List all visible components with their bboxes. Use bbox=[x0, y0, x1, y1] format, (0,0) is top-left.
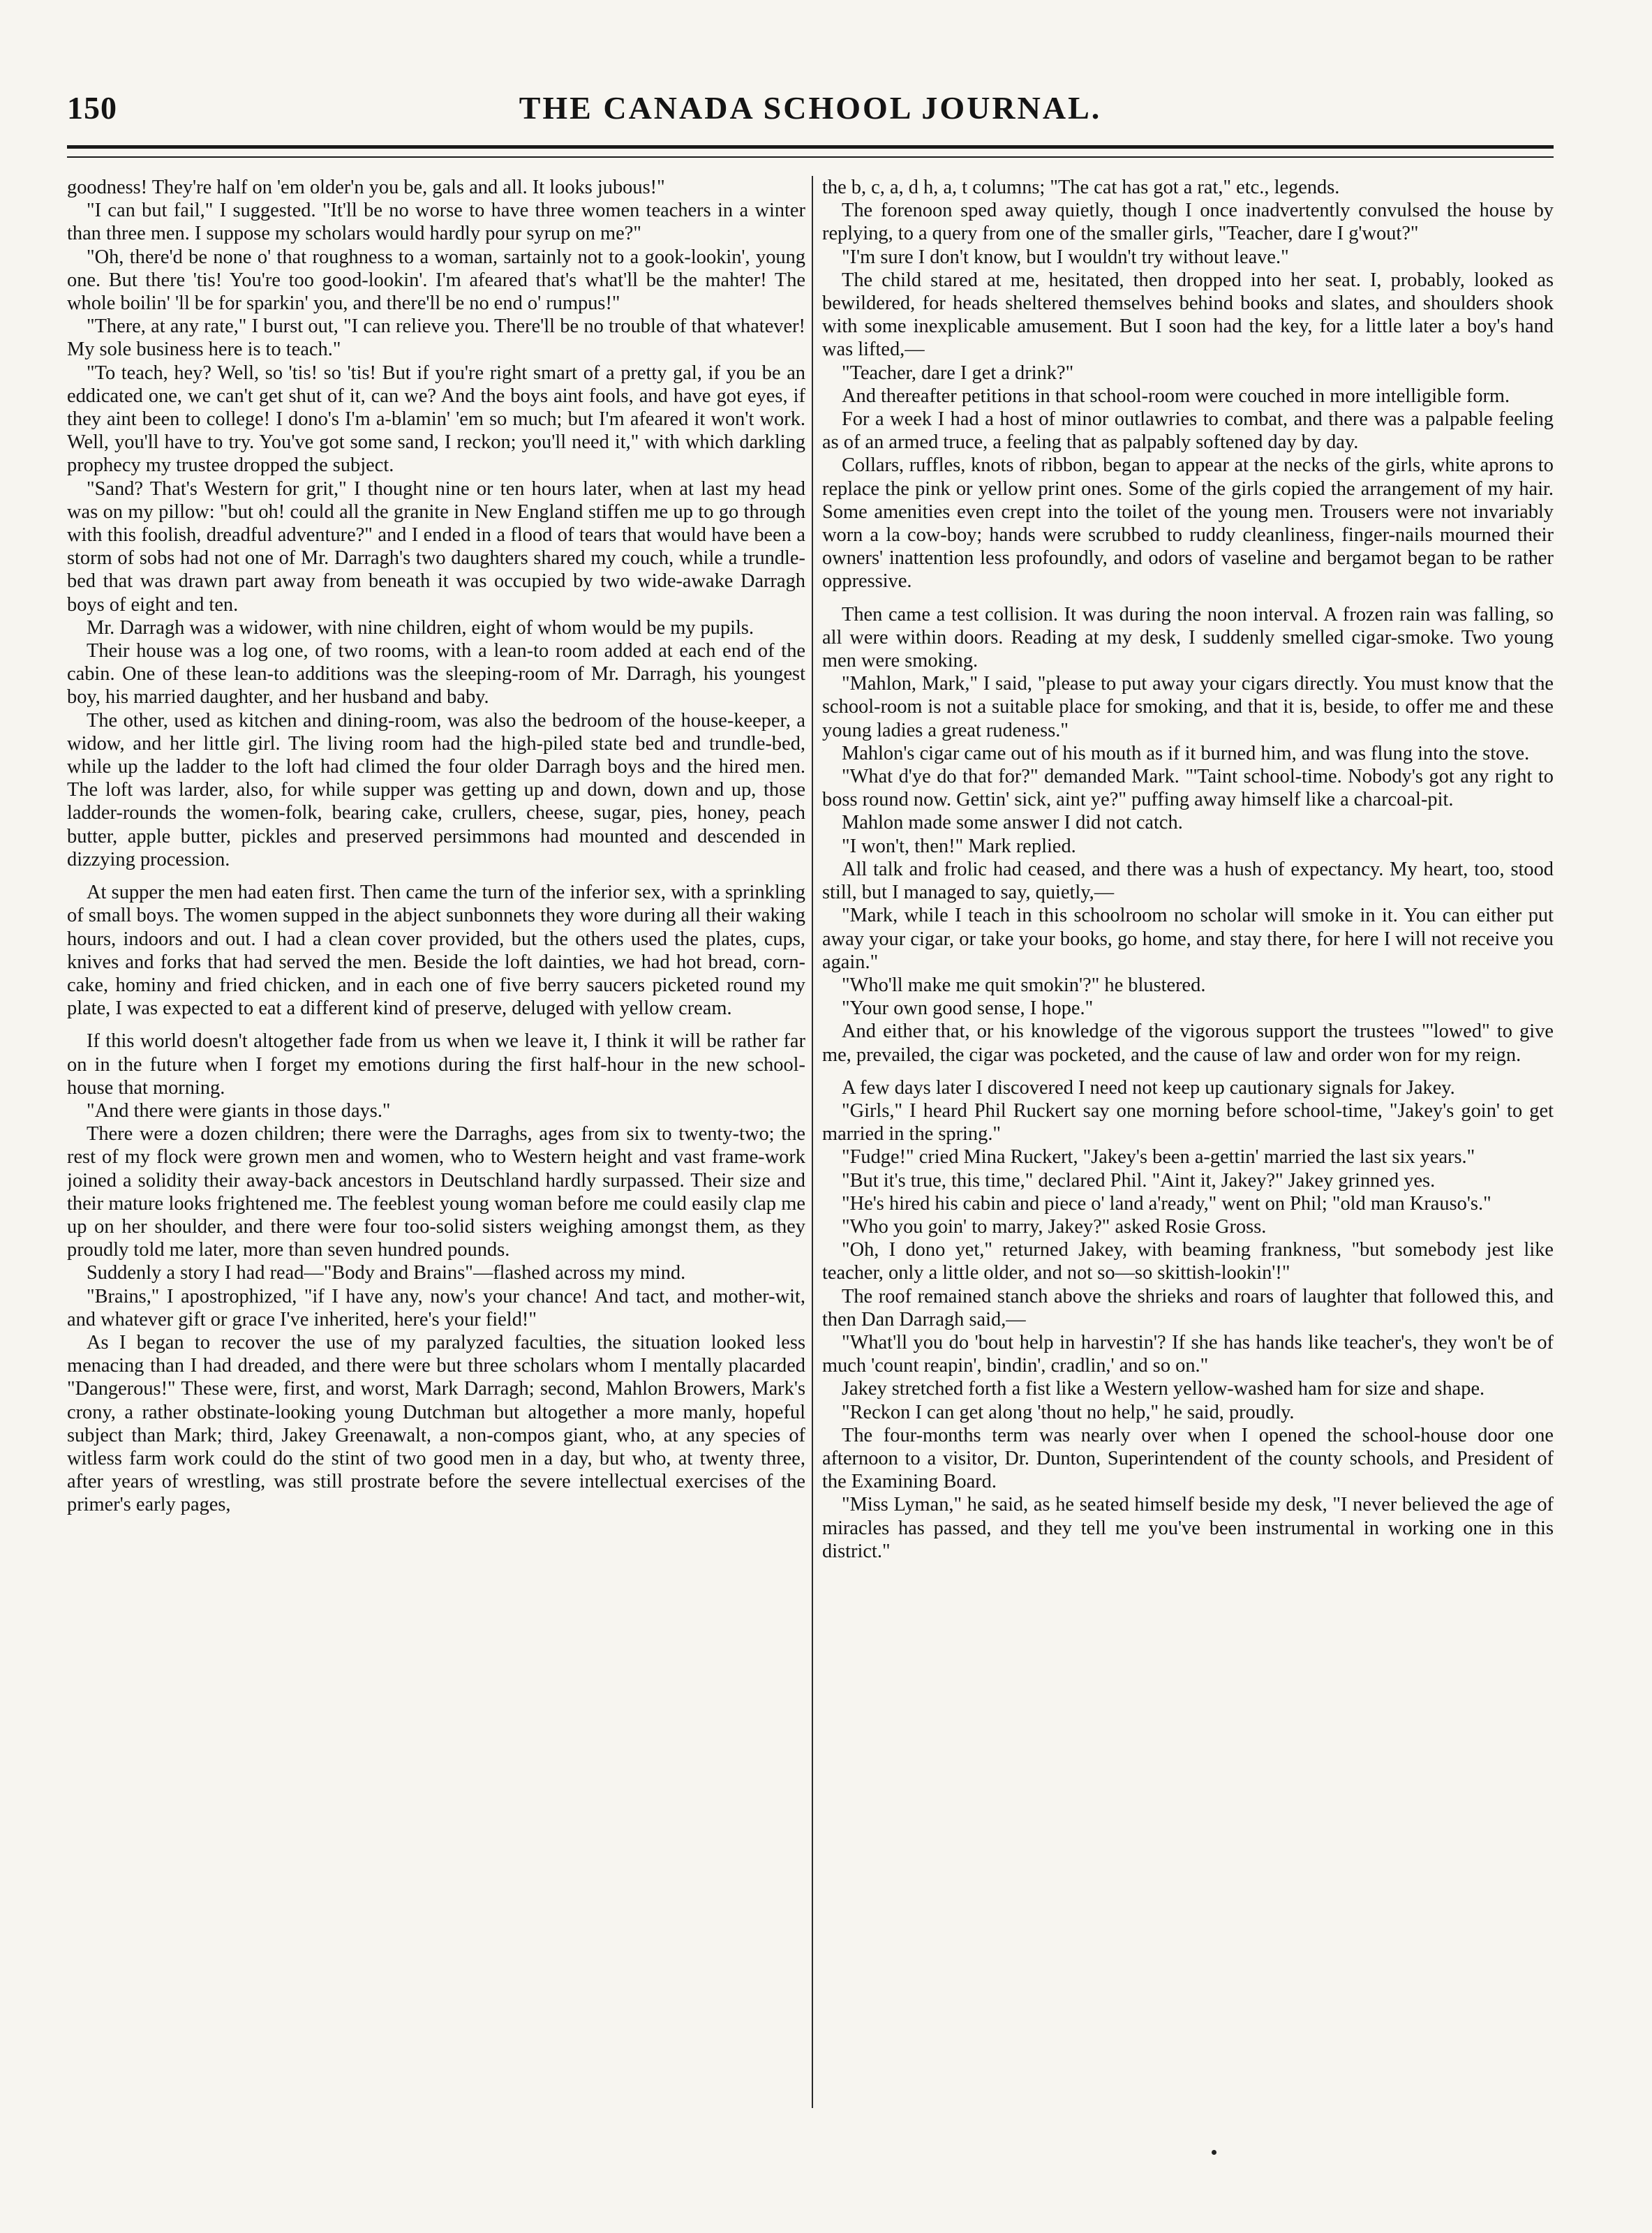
paragraph: And thereafter petitions in that school-room were couched in more intelligible form. bbox=[842, 385, 1510, 407]
paragraph: For a week I had a host of minor outlawries to combat, and there was a palpable feeling as of an armed truce, a feeling that as palpably softened day by day. bbox=[822, 408, 1554, 454]
paragraph: "What d'ye do that for?" demanded Mark. "'Taint school-time. Nobody's got any right to boss round now. Gettin' sick, aint ye?" puffing away himself like a charcoal-pit. bbox=[822, 766, 1554, 811]
paragraph: "Oh, there'd be none o' that roughness to a woman, sartainly not to a gook-lookin', young one. But there 'tis! You're too good-lookin'. I'm afeared that's what'll be the mahter! The whole boilin' 'll be for sparkin' you, and there'll be no end o' rumpus!" bbox=[67, 246, 805, 315]
paragraph: The other, used as kitchen and dining-room, was also the bedroom of the house-keeper, a widow, and her little girl. The living room had the high-piled state bed and trundle-bed, while up the ladder to the loft had climed the four older Darragh boys and the hired men. The loft was larder, also, for while supper was getting up and down, down and up, those ladder-rounds the women-folk, bearing cake, crullers, cheese, sugar, pies, honey, peach butter, apple butter, pickles and preserved persimmons had mounted and descended in dizzying procession. bbox=[67, 709, 805, 870]
header-rule-thin bbox=[67, 156, 1554, 158]
paragraph: Suddenly a story I had read—"Body and Brains"—flashed across my mind. bbox=[87, 1262, 686, 1284]
paragraph: "There, at any rate," I burst out, "I can relieve you. There'll be no trouble of that whatever! My sole business here is to teach." bbox=[67, 316, 805, 361]
paragraph: "But it's true, this time," declared Phil. "Aint it, Jakey?" Jakey grinned yes. bbox=[842, 1169, 1436, 1192]
column-divider bbox=[812, 176, 813, 2108]
paragraph: "I won't, then!" Mark replied. bbox=[842, 835, 1076, 857]
paragraph: At supper the men had eaten first. Then came the turn of the inferior sex, with a sprinkling of small boys. The women supped in the abject sunbonnets they wore during all their waking hours, indoors and out. I had a clean cover provided, but the others used the plates, cups, knives and forks that had served the men. Beside the loft dainties, we had hot bread, corn-cake, hominy and fried chicken, and in each one of five berry saucers picketed round my plate, I was expected to eat a different kind of preserve, deluged with yellow cream. bbox=[67, 882, 805, 1020]
paragraph: goodness! They're half on 'em older'n you be, gals and all. It looks jubous!" bbox=[67, 177, 665, 198]
paragraph: Then came a test collision. It was during the noon interval. A frozen rain was falling, so all were within doors. Reading at my desk, I suddenly smelled cigar-smoke. Two young men were smoking. bbox=[822, 603, 1554, 672]
paragraph: Mahlon's cigar came out of his mouth as if it burned him, and was flung into the stove. bbox=[842, 742, 1530, 764]
paragraph: "Who'll make me quit smokin'?" he blustered. bbox=[842, 974, 1206, 996]
paragraph: Jakey stretched forth a fist like a Western yellow-washed ham for size and shape. bbox=[842, 1378, 1485, 1400]
ink-dot bbox=[1212, 2150, 1216, 2155]
paragraph: There were a dozen children; there were the Darraghs, ages from six to twenty-two; the rest of my flock were grown men and women, who to Western height and vast frame-work joined a solidity their away-back ancestors in Deutschland hardly surpassed. Their size and their mature looks frightened me. The feeblest young woman before me could easily clap me up on her shoulder, and there were four too-solid sisters weighing amongst them, as they proudly told me later, more than seven hundred pounds. bbox=[67, 1123, 805, 1261]
journal-title: THE CANADA SCHOOL JOURNAL. bbox=[519, 90, 1102, 126]
paragraph: Mr. Darragh was a widower, with nine children, eight of whom would be my pupils. bbox=[87, 616, 754, 639]
paragraph: "Sand? That's Western for grit," I thought nine or ten hours later, when at last my head was on my pillow: "but oh! could all the granite in New England stiffen me up to go through with this foolish, dreadful adventure?" and I ended in a flood of tears that would have been a storm of sobs had not one of Mr. Darragh's two daughters shared my couch, while a trundle-bed that was drawn part away from beneath it was occupied by two wide-awake Darragh boys of eight and ten. bbox=[67, 477, 805, 616]
paragraph: "Who you goin' to marry, Jakey?" asked Rosie Gross. bbox=[842, 1215, 1267, 1238]
left-column bbox=[67, 176, 805, 2165]
paragraph: Their house was a log one, of two rooms, with a lean-to room added at each end of the cabin. One of these lean-to additions was the sleeping-room of Mr. Darragh, his youngest boy, his married daughter, and her husband and baby. bbox=[67, 640, 805, 709]
paragraph: "Fudge!" cried Mina Ruckert, "Jakey's been a-gettin' married the last six years." bbox=[842, 1146, 1475, 1169]
paragraph: The four-months term was nearly over when I opened the school-house door one afternoon to a visitor, Dr. Dunton, Superintendent of the county schools, and President of the Examining Board. bbox=[822, 1424, 1554, 1493]
paragraph: A few days later I discovered I need not keep up cautionary signals for Jakey. bbox=[842, 1076, 1455, 1099]
paragraph: "Mark, while I teach in this schoolroom no scholar will smoke in it. You can either put away your cigar, or take your books, go home, and stay there, for here I will not receive you again." bbox=[822, 905, 1554, 973]
paragraph: "I'm sure I don't know, but I wouldn't try without leave." bbox=[842, 246, 1289, 268]
paragraph: "To teach, hey? Well, so 'tis! so 'tis! But if you're right smart of a pretty gal, if you be an eddicated one, we can't get shut of it, can we? And the boys aint fools, and have got eyes, if they aint been to college! I dono's I'm a-blamin' 'em so much; but I'm afeared it won't work. Well, you'll have to try. You've got some sand, I reckon; you'll need it," with which darkling prophecy my trustee dropped the subject. bbox=[67, 362, 805, 477]
paragraph: "Teacher, dare I get a drink?" bbox=[842, 362, 1074, 384]
paragraph: As I began to recover the use of my paralyzed faculties, the situation looked less menacing than I had dreaded, and there were but three scholars whom I mentally placarded "Dangerous!" These were, first, and worst, Mark Darragh; second, Mahlon Browers, Mark's crony, a rather obstinate-looking young Dutchman but altogether a more manly, hopeful subject than Mark; third, Jakey Greenawalt, a non-compos giant, who, at any species of witless farm work could do the stint of two good men in a day, but who, at twenty three, after years of wrestling, was still prostrate before the severe intellectual exercises of the primer's early pages, bbox=[67, 1331, 805, 1516]
paragraph: Mahlon made some answer I did not catch. bbox=[842, 812, 1183, 834]
paragraph: "Girls," I heard Phil Ruckert say one morning before school-time, "Jakey's goin' to get married in the spring." bbox=[822, 1099, 1554, 1145]
paragraph: "Brains," I apostrophized, "if I have any, now's your chance! And tact, and mother-wit, and whatever gift or grace I've inherited, here's your field!" bbox=[67, 1285, 805, 1330]
paragraph: And either that, or his knowledge of the vigorous support the trustees "'lowed" to give me, prevailed, the cigar was pocketed, and the cause of law and order won for my reign. bbox=[822, 1021, 1554, 1066]
paragraph: "I can but fail," I suggested. "It'll be no worse to have three women teachers in a winter than three men. I suppose my scholars would hardly pour syrup on me?" bbox=[67, 200, 805, 245]
paragraph: The child stared at me, hesitated, then dropped into her seat. I, probably, looked as bewildered, for heads sheltered themselves behind books and slates, and shoulders shook with some inexplicable amusement. But I soon had the key, for a little later a boy's hand was lifted,— bbox=[822, 269, 1554, 361]
paragraph: If this world doesn't altogether fade from us when we leave it, I think it will be rather far on in the future when I forget my emotions during the first half-hour in the new school-house that morning. bbox=[67, 1030, 805, 1099]
header-rule-thick bbox=[67, 145, 1554, 149]
paragraph: "He's hired his cabin and piece o' land a'ready," went on Phil; "old man Krauso's." bbox=[842, 1192, 1491, 1215]
paragraph: The forenoon sped away quietly, though I once inadvertently convulsed the house by replying, to a query from one of the smaller girls, "Teacher, dare I g'wout?" bbox=[822, 200, 1554, 245]
paragraph: Collars, ruffles, knots of ribbon, began to appear at the necks of the girls, white aprons to replace the pink or yellow print ones. Some of the girls copied the arrangement of my hair. Some amenities even crept into the toilet of the young men. Trousers were not invariably worn a la cow-boy; hands were scrubbed to ruddy cleanliness, finger-nails mourned their owners' inattention less profoundly, and odors of vaseline and bergamot began to be rather oppressive. bbox=[822, 454, 1554, 593]
paragraph: "Miss Lyman," he said, as he seated himself beside my desk, "I never believed the age of miracles has passed, and they tell me you've been instrumental in working one in this district." bbox=[822, 1494, 1554, 1562]
right-column bbox=[822, 176, 1554, 2165]
paragraph: The roof remained stanch above the shrieks and roars of laughter that followed this, and then Dan Darragh said,— bbox=[822, 1285, 1554, 1330]
paragraph: "Your own good sense, I hope." bbox=[842, 997, 1094, 1020]
paragraph: "Mahlon, Mark," I said, "please to put away your cigars directly. You must know that the school-room is not a suitable place for smoking, and that it is, beside, to offer me and these young ladies a great rudeness." bbox=[822, 673, 1554, 741]
paragraph: "And there were giants in those days." bbox=[87, 1099, 391, 1122]
paragraph: All talk and frolic had ceased, and there was a hush of expectancy. My heart, too, stood still, but I managed to say, quietly,— bbox=[822, 858, 1554, 904]
page-number: 150 bbox=[67, 90, 117, 126]
paragraph: "Reckon I can get along 'thout no help," he said, proudly. bbox=[842, 1401, 1295, 1423]
paragraph: "Oh, I dono yet," returned Jakey, with beaming frankness, "but somebody jest like teacher, only a little older, and not so—so skittish-lookin'!" bbox=[822, 1239, 1554, 1284]
paragraph: the b, c, a, d h, a, t columns; "The cat has got a rat," etc., legends. bbox=[822, 177, 1340, 198]
paragraph: "What'll you do 'bout help in harvestin'? If she has hands like teacher's, they won't be of much 'count reapin', bindin', cradlin,' and so on." bbox=[822, 1331, 1554, 1377]
page-header bbox=[67, 89, 1554, 138]
